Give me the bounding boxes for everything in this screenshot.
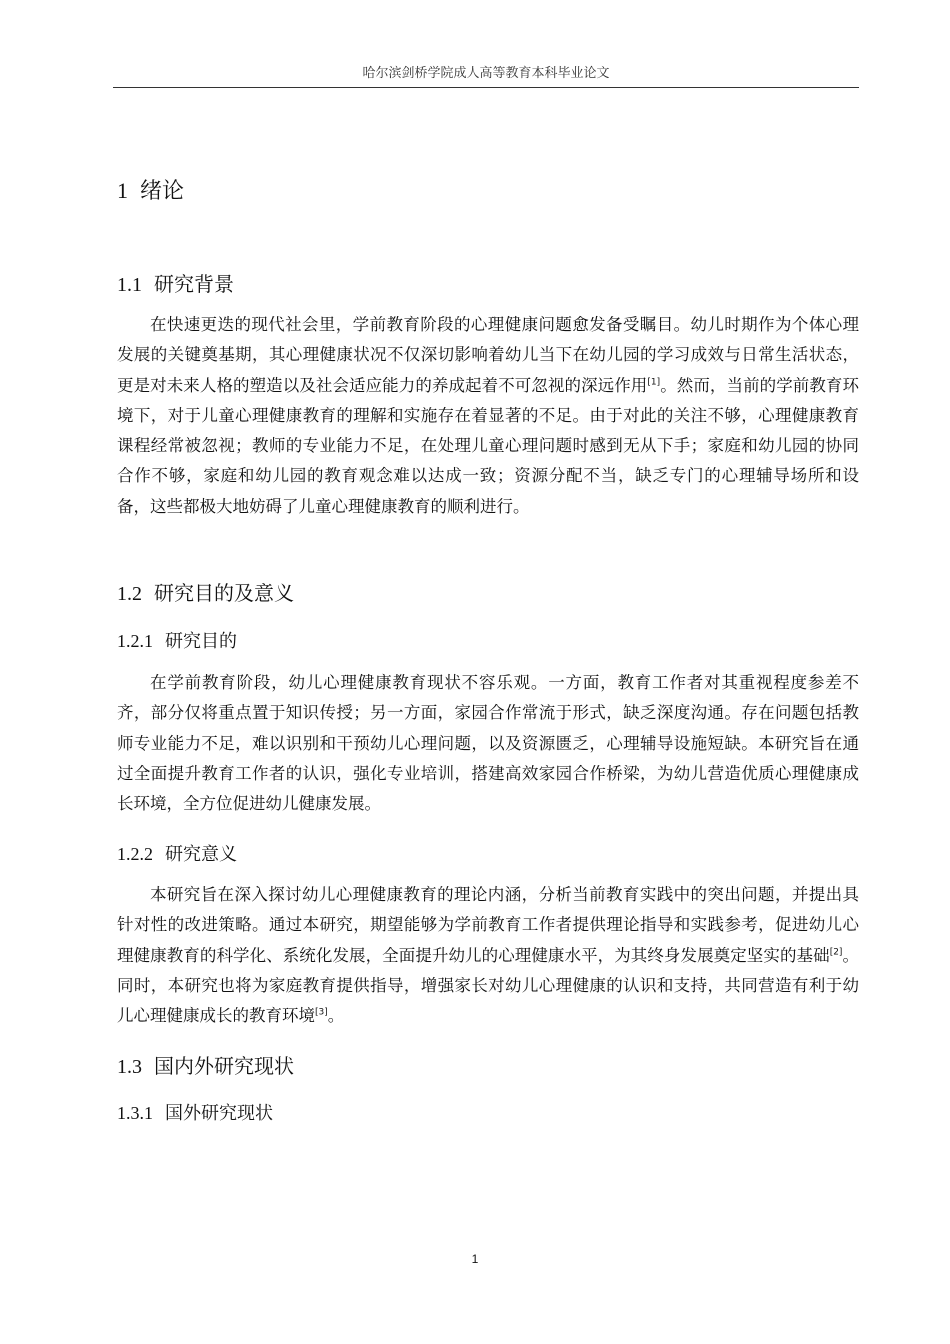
heading-1-2-1: [117, 627, 237, 653]
heading-1-3-title: 国内外研究现状: [154, 1054, 294, 1078]
chapter-title: 绪论: [140, 179, 185, 204]
paragraph-significance: [117, 880, 859, 1031]
heading-1-2-2-number: 1.2.2: [117, 844, 153, 864]
citation-3: [3]: [315, 1007, 328, 1018]
heading-1-3-1-title: 国外研究现状: [165, 1103, 273, 1124]
heading-1-3-number: 1.3: [117, 1056, 142, 1078]
paragraph-text: 。: [327, 1006, 345, 1026]
header-rule: [113, 87, 859, 88]
citation-1: [1]: [647, 377, 661, 388]
heading-1-2-1-number: 1.2.1: [117, 631, 153, 651]
paragraph-text: 。然而，当前的学前教育环境下，对于儿童心理健康教育的理解和实施存在着显著的不足。由于对此的关注不够，心理健康教育课程经常被忽视；教师的专业能力不足，在处理儿童心理问题时感到无从下手；家庭和幼儿园的协同合作不够，家庭和幼儿园的教育观念难以达成一致；资源分配不当，缺乏专门的心理辅导场所和设备，这些都极大地妨碍了儿童心理健康教育的顺利进行。: [117, 375, 860, 516]
running-header: 哈尔滨剑桥学院成人高等教育本科毕业论文: [362, 66, 610, 81]
heading-1-2-2: [117, 840, 237, 866]
heading-1-2-title: 研究目的及意义: [154, 581, 294, 605]
paragraph-background: [117, 310, 859, 522]
citation-2: [2]: [829, 947, 843, 958]
paragraph-text: 。同时，本研究也将为家庭教育提供指导，增强家长对幼儿心理健康的认识和支持，共同营造有利于幼儿心理健康成长的教育环境: [117, 945, 860, 1026]
chapter-number: 1: [117, 178, 128, 203]
paragraph-text: 在快速更迭的现代社会里，学前教育阶段的心理健康问题愈发备受瞩目。幼儿时期作为个体心理发展的关键奠基期，其心理健康状况不仅深切影响着幼儿当下在幼儿园的学习成效与日常生活状态，更是对未来人格的塑造以及社会适应能力的养成起着不可忽视的深远作用: [117, 315, 859, 395]
paragraph-purpose: 在学前教育阶段，幼儿心理健康教育现状不容乐观。一方面，教育工作者对其重视程度参差不齐，部分仅将重点置于知识传授；另一方面，家园合作常流于形式，缺乏深度沟通。存在问题包括教师专业能力不足，难以识别和干预幼儿心理问题，以及资源匮乏，心理辅导设施短缺。本研究旨在通过全面提升教育工作者的认识，强化专业培训，搭建高效家园合作桥梁，为幼儿营造优质心理健康成长环境，全方位促进幼儿健康发展。: [117, 673, 859, 814]
heading-1-2-1-title: 研究目的: [165, 631, 237, 652]
heading-1-1-number: 1.1: [117, 274, 142, 296]
heading-1-1-title: 研究背景: [154, 272, 234, 296]
heading-1-2-number: 1.2: [117, 583, 142, 605]
heading-1-3-1: [117, 1099, 273, 1125]
heading-1-3: [117, 1050, 294, 1079]
chapter-heading: [117, 174, 184, 205]
heading-1-2-2-title: 研究意义: [165, 844, 237, 865]
page-number: 1: [471, 1252, 479, 1266]
heading-1-2: [117, 577, 294, 606]
paragraph-text: 本研究旨在深入探讨幼儿心理健康教育的理论内涵，分析当前教育实践中的突出问题，并提出具针对性的改进策略。通过本研究，期望能够为学前教育工作者提供理论指导和实践参考，促进幼儿心理健康教育的科学化、系统化发展，全面提升幼儿的心理健康水平，为其终身发展奠定坚实的基础: [117, 885, 859, 965]
heading-1-1: [117, 268, 234, 297]
heading-1-3-1-number: 1.3.1: [117, 1103, 153, 1123]
